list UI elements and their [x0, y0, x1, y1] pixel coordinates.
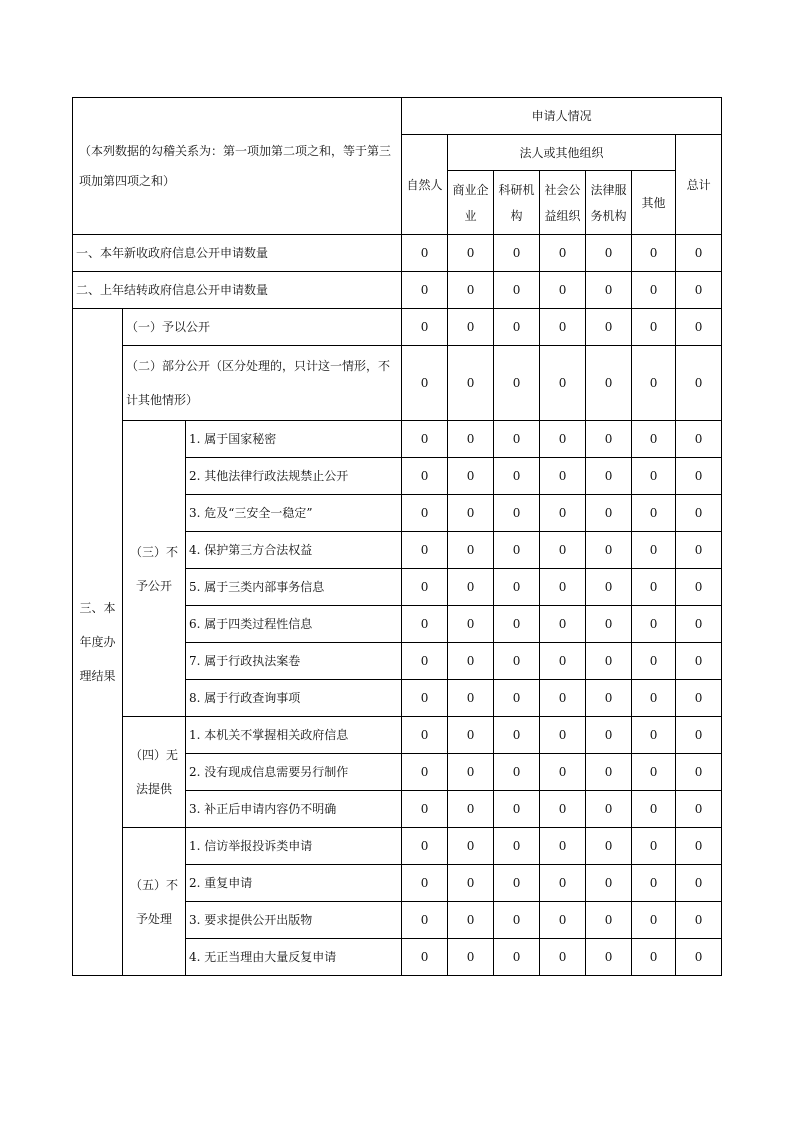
value-cell: 0 [540, 235, 586, 272]
value-cell: 0 [676, 272, 722, 309]
value-cell: 0 [540, 828, 586, 865]
value-cell: 0 [676, 421, 722, 458]
value-cell: 0 [632, 939, 676, 976]
value-cell: 0 [586, 606, 632, 643]
value-cell: 0 [632, 791, 676, 828]
subitem-label: 3. 补正后申请内容仍不明确 [186, 791, 402, 828]
value-cell: 0 [494, 569, 540, 606]
value-cell: 0 [448, 754, 494, 791]
value-cell: 0 [676, 309, 722, 346]
value-cell: 0 [586, 532, 632, 569]
value-cell: 0 [448, 680, 494, 717]
value-cell: 0 [632, 235, 676, 272]
group-not-processed: （五）不予处理 [123, 828, 186, 976]
group-cannot-provide: （四）无法提供 [123, 717, 186, 828]
table-row [73, 309, 722, 346]
value-cell: 0 [676, 717, 722, 754]
value-cell: 0 [676, 939, 722, 976]
value-cell: 0 [632, 495, 676, 532]
value-cell: 0 [676, 606, 722, 643]
section-results-label: 三、本年度办理结果 [73, 309, 123, 976]
value-cell: 0 [448, 643, 494, 680]
value-cell: 0 [586, 495, 632, 532]
row-label-carryover: 二、上年结转政府信息公开申请数量 [73, 272, 402, 309]
header-note: （本列数据的勾稽关系为：第一项加第二项之和，等于第三项加第四项之和） [73, 98, 402, 235]
value-cell: 0 [540, 346, 586, 421]
table-row [73, 828, 722, 865]
value-cell: 0 [494, 791, 540, 828]
value-cell: 0 [494, 606, 540, 643]
value-cell: 0 [586, 346, 632, 421]
value-cell: 0 [676, 569, 722, 606]
value-cell: 0 [402, 569, 448, 606]
subitem-label: 4. 无正当理由大量反复申请 [186, 939, 402, 976]
value-cell: 0 [540, 421, 586, 458]
value-cell: 0 [676, 235, 722, 272]
value-cell: 0 [494, 754, 540, 791]
value-cell: 0 [448, 717, 494, 754]
row-label-disclosed: （一）予以公开 [123, 309, 402, 346]
value-cell: 0 [448, 865, 494, 902]
value-cell: 0 [402, 680, 448, 717]
value-cell: 0 [586, 754, 632, 791]
value-cell: 0 [448, 235, 494, 272]
header-natural: 自然人 [402, 135, 448, 235]
value-cell: 0 [494, 495, 540, 532]
statistics-table [72, 97, 722, 976]
subitem-label: 2. 其他法律行政法规禁止公开 [186, 458, 402, 495]
value-cell: 0 [494, 717, 540, 754]
header-total: 总计 [676, 135, 722, 235]
value-cell: 0 [540, 569, 586, 606]
value-cell: 0 [402, 939, 448, 976]
subitem-label: 6. 属于四类过程性信息 [186, 606, 402, 643]
value-cell: 0 [448, 828, 494, 865]
value-cell: 0 [676, 828, 722, 865]
value-cell: 0 [676, 346, 722, 421]
subitem-label: 8. 属于行政查询事项 [186, 680, 402, 717]
value-cell: 0 [540, 791, 586, 828]
value-cell: 0 [494, 865, 540, 902]
header-applicant: 申请人情况 [402, 98, 722, 135]
value-cell: 0 [402, 717, 448, 754]
subitem-label: 3. 要求提供公开出版物 [186, 902, 402, 939]
value-cell: 0 [402, 791, 448, 828]
value-cell: 0 [448, 939, 494, 976]
value-cell: 0 [494, 532, 540, 569]
subitem-label: 2. 重复申请 [186, 865, 402, 902]
value-cell: 0 [448, 421, 494, 458]
value-cell: 0 [540, 532, 586, 569]
value-cell: 0 [540, 939, 586, 976]
value-cell: 0 [676, 754, 722, 791]
value-cell: 0 [632, 754, 676, 791]
value-cell: 0 [540, 754, 586, 791]
value-cell: 0 [448, 532, 494, 569]
value-cell: 0 [586, 643, 632, 680]
value-cell: 0 [632, 680, 676, 717]
value-cell: 0 [632, 309, 676, 346]
row-label-partial: （二）部分公开（区分处理的，只计这一情形，不计其他情形） [123, 346, 402, 421]
value-cell: 0 [494, 828, 540, 865]
value-cell: 0 [402, 421, 448, 458]
value-cell: 0 [632, 902, 676, 939]
header-law: 法律服务机构 [586, 171, 632, 235]
value-cell: 0 [402, 606, 448, 643]
table-row [73, 346, 722, 421]
value-cell: 0 [586, 828, 632, 865]
value-cell: 0 [586, 272, 632, 309]
value-cell: 0 [586, 791, 632, 828]
value-cell: 0 [540, 495, 586, 532]
value-cell: 0 [402, 643, 448, 680]
value-cell: 0 [402, 495, 448, 532]
value-cell: 0 [540, 309, 586, 346]
value-cell: 0 [676, 495, 722, 532]
value-cell: 0 [676, 532, 722, 569]
value-cell: 0 [586, 569, 632, 606]
subitem-label: 5. 属于三类内部事务信息 [186, 569, 402, 606]
value-cell: 0 [494, 421, 540, 458]
value-cell: 0 [540, 272, 586, 309]
value-cell: 0 [402, 346, 448, 421]
value-cell: 0 [632, 421, 676, 458]
subitem-label: 1. 信访举报投诉类申请 [186, 828, 402, 865]
value-cell: 0 [632, 606, 676, 643]
header-commercial: 商业企业 [448, 171, 494, 235]
value-cell: 0 [402, 902, 448, 939]
value-cell: 0 [448, 458, 494, 495]
value-cell: 0 [494, 902, 540, 939]
value-cell: 0 [586, 309, 632, 346]
value-cell: 0 [676, 458, 722, 495]
value-cell: 0 [676, 680, 722, 717]
value-cell: 0 [632, 865, 676, 902]
value-cell: 0 [402, 865, 448, 902]
value-cell: 0 [402, 532, 448, 569]
value-cell: 0 [586, 680, 632, 717]
header-other: 其他 [632, 171, 676, 235]
value-cell: 0 [540, 865, 586, 902]
value-cell: 0 [402, 309, 448, 346]
value-cell: 0 [676, 791, 722, 828]
value-cell: 0 [402, 235, 448, 272]
value-cell: 0 [494, 235, 540, 272]
value-cell: 0 [402, 272, 448, 309]
value-cell: 0 [632, 532, 676, 569]
header-research: 科研机构 [494, 171, 540, 235]
value-cell: 0 [402, 828, 448, 865]
table-row [73, 717, 722, 754]
value-cell: 0 [448, 569, 494, 606]
value-cell: 0 [494, 458, 540, 495]
value-cell: 0 [448, 272, 494, 309]
subitem-label: 4. 保护第三方合法权益 [186, 532, 402, 569]
subitem-label: 3. 危及“三安全一稳定” [186, 495, 402, 532]
value-cell: 0 [540, 606, 586, 643]
value-cell: 0 [586, 421, 632, 458]
value-cell: 0 [540, 458, 586, 495]
subitem-label: 1. 属于国家秘密 [186, 421, 402, 458]
header-legal: 法人或其他组织 [448, 135, 676, 171]
value-cell: 0 [540, 643, 586, 680]
value-cell: 0 [540, 902, 586, 939]
value-cell: 0 [586, 939, 632, 976]
value-cell: 0 [402, 754, 448, 791]
value-cell: 0 [632, 643, 676, 680]
value-cell: 0 [632, 272, 676, 309]
value-cell: 0 [586, 235, 632, 272]
row-label-new-requests: 一、本年新收政府信息公开申请数量 [73, 235, 402, 272]
value-cell: 0 [448, 346, 494, 421]
subitem-label: 2. 没有现成信息需要另行制作 [186, 754, 402, 791]
value-cell: 0 [632, 346, 676, 421]
value-cell: 0 [632, 717, 676, 754]
group-not-disclosed: （三）不予公开 [123, 421, 186, 717]
value-cell: 0 [494, 680, 540, 717]
value-cell: 0 [448, 495, 494, 532]
value-cell: 0 [676, 902, 722, 939]
value-cell: 0 [494, 939, 540, 976]
value-cell: 0 [402, 458, 448, 495]
value-cell: 0 [448, 902, 494, 939]
value-cell: 0 [632, 458, 676, 495]
value-cell: 0 [494, 272, 540, 309]
value-cell: 0 [586, 865, 632, 902]
value-cell: 0 [632, 569, 676, 606]
value-cell: 0 [676, 643, 722, 680]
value-cell: 0 [586, 717, 632, 754]
value-cell: 0 [494, 346, 540, 421]
value-cell: 0 [448, 791, 494, 828]
header-social: 社会公益组织 [540, 171, 586, 235]
subitem-label: 7. 属于行政执法案卷 [186, 643, 402, 680]
value-cell: 0 [494, 643, 540, 680]
value-cell: 0 [494, 309, 540, 346]
value-cell: 0 [540, 680, 586, 717]
table-row [73, 421, 722, 458]
value-cell: 0 [448, 309, 494, 346]
subitem-label: 1. 本机关不掌握相关政府信息 [186, 717, 402, 754]
value-cell: 0 [586, 458, 632, 495]
value-cell: 0 [586, 902, 632, 939]
value-cell: 0 [448, 606, 494, 643]
value-cell: 0 [632, 828, 676, 865]
value-cell: 0 [540, 717, 586, 754]
table-row [73, 272, 722, 309]
value-cell: 0 [676, 865, 722, 902]
table-row [73, 235, 722, 272]
